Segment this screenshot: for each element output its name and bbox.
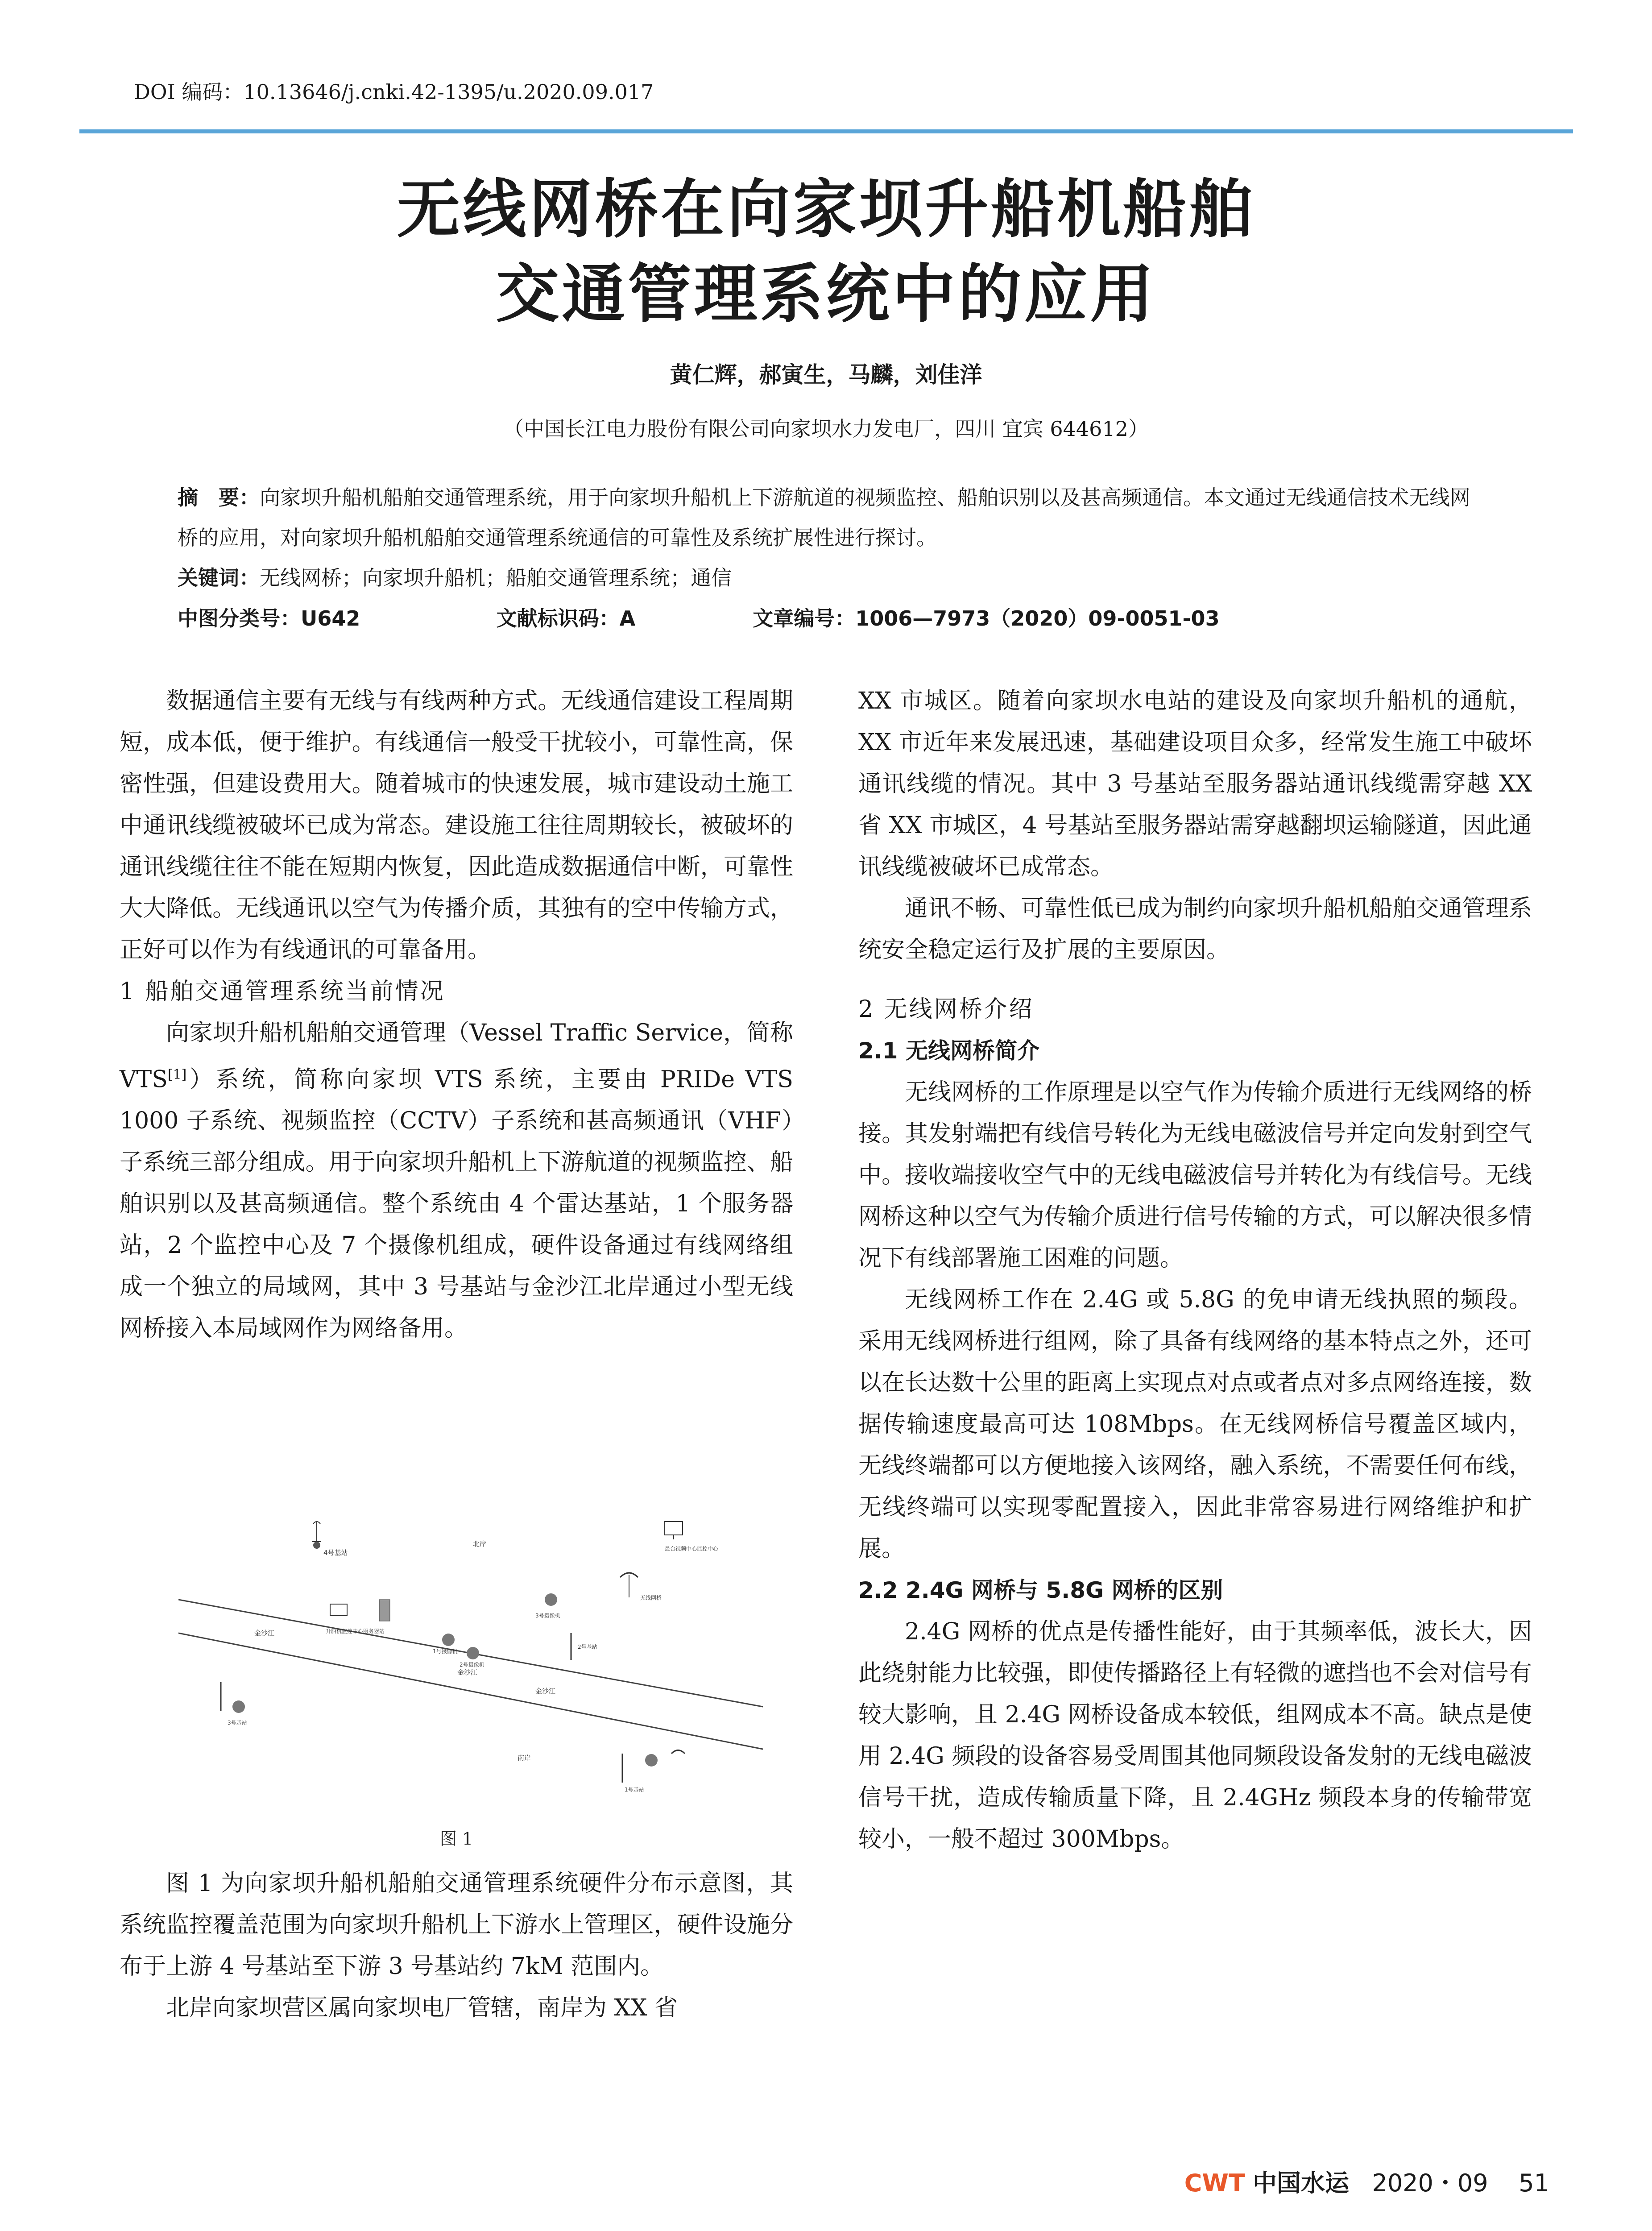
station-2-icon: [571, 1633, 597, 1660]
journal-logo: CWT: [1184, 2169, 1245, 2197]
title-line-1: 无线网桥在向家坝升船机船舶: [397, 173, 1255, 246]
paragraph: 无线网桥的工作原理是以空气作为传输介质进行无线网络的桥接。其发射端把有线信号转化为无线电磁波信号并定向发射到空气中。接收端接收空气中的无线电磁波信号并转化为有线信号。无线网桥这种以空气为传输介质进行信号传输的方式，可以解决很多情况下有线部署施工困难的问题。: [858, 1079, 1532, 1272]
north-bank-label: 北岸: [473, 1540, 487, 1548]
subsection-heading-2-2: 2.2 2.4G 网桥与 5.8G 网桥的区别: [858, 1577, 1223, 1603]
camera-2-icon: [460, 1647, 484, 1668]
river-label: 金沙江: [535, 1687, 556, 1695]
keywords-text: 无线网桥；向家坝升船机；船舶交通管理系统；通信: [260, 566, 732, 590]
server-label: 升船机监控中心服务器站: [326, 1628, 385, 1634]
figure-1-diagram: [178, 1510, 763, 1796]
center-label: 最台视频中心监控中心: [665, 1546, 719, 1552]
station-label: 4号基站: [323, 1549, 348, 1557]
abstract-block: [178, 477, 1485, 598]
meta-line: [178, 602, 1220, 632]
issue: 2020・09: [1372, 2169, 1488, 2197]
monitor-center-icon: [665, 1522, 719, 1552]
clc: 中图分类号：U642: [178, 606, 360, 630]
wireless-bridge-icon: [620, 1573, 662, 1601]
paragraph: 2.4G 网桥的优点是传播性能好，由于其频率低，波长大，因此绕射能力比较强，即使传播路径上有轻微的遮挡也不会对信号有较大影响，且 2.4G 网桥设备成本较低，组网成本不高。缺点是使用 2.4G 频段的设备容易受周围其他同频段设备发射的无线电磁波信号干扰，造成传输质量下降，且 2.4GHz 频段本身的传输带宽较小，一般不超过 300Mbps。: [858, 1618, 1532, 1853]
abstract-text: 向家坝升船机船舶交通管理系统，用于向家坝升船机上下游航道的视频监控、船舶识别以及甚高频通信。本文通过无线通信技术无线网桥的应用，对向家坝升船机船舶交通管理系统通信的可靠性及系统扩展性进行探讨。: [178, 485, 1470, 550]
section-heading-1: 1 船舶交通管理系统当前情况: [120, 978, 445, 1005]
subsection-heading-2-1: 2.1 无线网桥简介: [858, 1038, 1039, 1064]
doc-code: 文献标识码：A: [496, 606, 636, 630]
abstract: [178, 477, 1485, 558]
figure-caption: 图 1: [439, 1829, 473, 1849]
abstract-label: 摘 要：: [178, 485, 260, 510]
article-no: 文章编号：1006—7973（2020）09-0051-03: [753, 606, 1220, 630]
text-run: ）系统，简称向家坝 VTS 系统，主要由 PRIDe VTS 1000 子系统、视频监控（CCTV）子系统和甚高频通讯（VHF）子系统三部分组成。用于向家坝升船机上下游航道的视频监控、船舶识别以及甚高频通信。整个系统由 4 个雷达基站，1 个服务器站，2 个监控中心及 7 个摄像机组成，硬件设备通过有线网络组成一个独立的局域网，其中 3 号基站与金沙江北岸通过小型无线网桥接入本局域网作为网络备用。: [120, 1066, 793, 1342]
paragraph: 通讯不畅、可靠性低已成为制约向家坝升船机船舶交通管理系统安全稳定运行及扩展的主要原因。: [858, 895, 1532, 963]
paragraph: 数据通信主要有无线与有线两种方式。无线通信建设工程周期短，成本低，便于维护。有线通信一般受干扰较小，可靠性高，保密性强，但建设费用大。随着城市的快速发展，城市建设动土施工中通讯线缆被破坏已成为常态。建设施工往往周期较长，被破坏的通讯线缆往往不能在短期内恢复，因此造成数据通信中断，可靠性大大降低。无线通讯以空气为传播介质，其独有的空中传输方式，正好可以作为有线通讯的可靠备用。: [120, 688, 793, 963]
camera-label: 3号摄像机: [535, 1613, 560, 1619]
title-line-2: 交通管理系统中的应用: [496, 257, 1156, 331]
keywords: [178, 558, 1485, 598]
section-heading-2: 2 无线网桥介绍: [858, 996, 1034, 1023]
station-label: 1号基站: [625, 1787, 644, 1793]
footer: [1184, 2164, 1549, 2198]
camera-3-icon: [535, 1593, 560, 1619]
left-column: [120, 680, 793, 1349]
header-rule: [79, 129, 1573, 133]
camera-label: 2号摄像机: [460, 1662, 484, 1668]
left-column-bottom: [120, 1863, 793, 2029]
south-bank-label: 南岸: [518, 1754, 531, 1762]
doi-line: DOI 编码：10.13646/j.cnki.42-1395/u.2020.09.017: [134, 80, 654, 104]
keywords-label: 关键词：: [178, 566, 260, 590]
station-1-icon: [622, 1750, 685, 1793]
bridge-label: 无线网桥: [640, 1595, 662, 1601]
paragraph: 图 1 为向家坝升船机船舶交通管理系统硬件分布示意图，其系统监控覆盖范围为向家坝升船机上下游水上管理区，硬件设施分布于上游 4 号基站至下游 3 号基站约 7kM 范围内。: [120, 1870, 793, 1980]
station-label: 3号基站: [228, 1720, 247, 1726]
station-4-icon: [312, 1522, 348, 1557]
river-label: 金沙江: [457, 1668, 478, 1676]
camera-1-icon: [433, 1634, 458, 1655]
station-3-icon: [221, 1682, 247, 1726]
authors: 黄仁辉，郝寅生，马麟，刘佳洋: [670, 362, 982, 388]
river-label: 金沙江: [254, 1629, 275, 1637]
text-run: 向家坝升船机船舶交通管理（Vessel Traffic Service，简称 VTS: [120, 1020, 793, 1093]
right-column: [858, 680, 1532, 1860]
citation: [1]: [167, 1067, 187, 1082]
affiliation: （中国长江电力股份有限公司向家坝水力发电厂，四川 宜宾 644612）: [503, 417, 1149, 441]
station-label: 2号基站: [578, 1644, 597, 1650]
page-number: 51: [1519, 2169, 1549, 2197]
server-station-icon: [326, 1600, 390, 1634]
paragraph: 无线网桥工作在 2.4G 或 5.8G 的免申请无线执照的频段。采用无线网桥进行组网，除了具备有线网络的基本特点之外，还可以在长达数十公里的距离上实现点对点或者点对多点网络连接，数据传输速度最高可达 108Mbps。在无线网桥信号覆盖区域内，无线终端都可以方便地接入该网络，融入系统，不需要任何布线，无线终端可以实现零配置接入，因此非常容易进行网络维护和扩展。: [858, 1286, 1532, 1562]
paragraph: XX 市城区。随着向家坝水电站的建设及向家坝升船机的通航， XX 市近年来发展迅速，基础建设项目众多，经常发生施工中破坏通讯线缆的情况。其中 3 号基站至服务器站通讯线缆需穿越 XX 省 XX 市城区，4 号基站至服务器站需穿越翻坝运输隧道，因此通讯线缆被破坏已成常态。: [858, 688, 1532, 880]
journal-name: 中国水运: [1252, 2169, 1349, 2197]
paragraph: [120, 1012, 793, 1349]
camera-label: 1号摄像机: [433, 1648, 458, 1655]
paragraph: 北岸向家坝营区属向家坝电厂管辖，南岸为 XX 省: [166, 1995, 678, 2021]
